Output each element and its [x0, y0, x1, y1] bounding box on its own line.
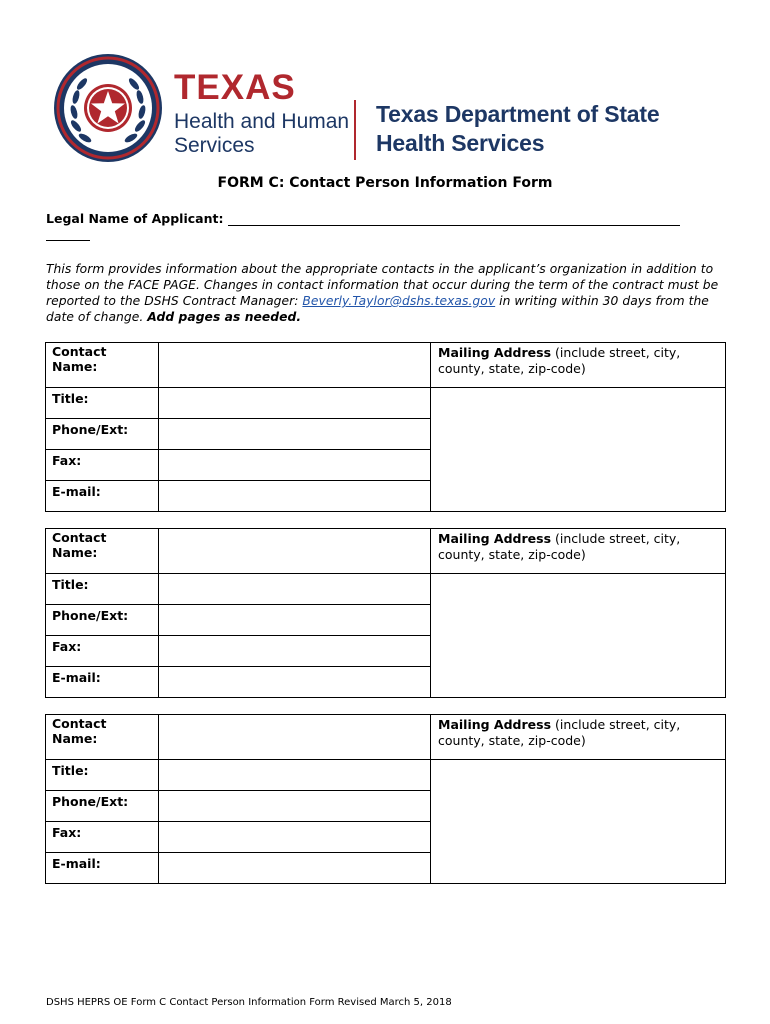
contact-name-label-line1: Contact: [52, 344, 107, 359]
fax-label: Fax:: [52, 825, 82, 840]
mailing-address-input[interactable]: [431, 574, 725, 697]
title-label: Title:: [52, 763, 89, 778]
fax-input[interactable]: [159, 450, 430, 480]
mailing-address-label-bold: Mailing Address: [438, 717, 552, 732]
contact-name-input[interactable]: [159, 343, 430, 387]
mailing-address-label-hint: (include street, city, county, state, zip-code): [438, 717, 681, 748]
contact-name-label-line1: Contact: [52, 716, 107, 731]
contact-name-label: [45, 342, 158, 387]
mailing-address-label: [431, 714, 725, 759]
contact-name-label: [45, 528, 158, 573]
contact-name-label-line2: Name:: [52, 731, 98, 746]
title-input[interactable]: [159, 388, 430, 418]
legal-name-field-continued[interactable]: [46, 240, 90, 241]
mailing-address-label-hint: (include street, city, county, state, zip-code): [438, 531, 681, 562]
form-title: FORM C: Contact Person Information Form: [217, 175, 553, 191]
contact-name-label-line1: Contact: [52, 530, 107, 545]
dshs-logo-line2: Health Services: [376, 130, 545, 156]
add-pages-note: Add pages as needed.: [147, 310, 302, 324]
title-label: Title:: [52, 391, 89, 406]
intro-paragraph: [46, 261, 736, 325]
legal-name-field[interactable]: [228, 225, 680, 226]
phone-ext-label: Phone/Ext:: [52, 794, 129, 809]
mailing-address-label-hint: (include street, city, county, state, zip-code): [438, 345, 681, 376]
email-label: E-mail:: [52, 856, 101, 871]
intro-text-2: in writing within 30 days from the date of change.: [46, 294, 709, 324]
intro-text-1: This form provides information about the appropriate contacts in the applicant’s organization in addition to those on the FACE PAGE. Changes in contact information that occur during the term of the contract must be reported to the DSHS Contract Manager:: [46, 262, 719, 308]
mailing-address-input[interactable]: [431, 760, 725, 883]
email-input[interactable]: [159, 481, 430, 511]
hhs-logo-line1: Health and Human: [174, 110, 350, 133]
phone-ext-label: Phone/Ext:: [52, 422, 129, 437]
mailing-address-label: [431, 342, 725, 387]
fax-label: Fax:: [52, 453, 82, 468]
title-label: Title:: [52, 577, 89, 592]
contact-name-input[interactable]: [159, 715, 430, 759]
legal-name-label: Legal Name of Applicant:: [46, 211, 224, 226]
phone-ext-label: Phone/Ext:: [52, 608, 129, 623]
phone-ext-input[interactable]: [159, 419, 430, 449]
contact-name-label-line2: Name:: [52, 545, 98, 560]
contact-name-label-line2: Name:: [52, 359, 98, 374]
mailing-address-label-bold: Mailing Address: [438, 345, 552, 360]
mailing-address-label-bold: Mailing Address: [438, 531, 552, 546]
logo-divider: [354, 100, 356, 160]
email-input[interactable]: [159, 667, 430, 697]
texas-hhs-seal-icon: [52, 52, 164, 164]
hhs-logo-line2: Services: [174, 134, 255, 157]
contract-manager-email-link[interactable]: Beverly.Taylor@dshs.texas.gov: [302, 294, 496, 308]
mailing-address-input[interactable]: [431, 388, 725, 511]
title-input[interactable]: [159, 760, 430, 790]
phone-ext-input[interactable]: [159, 791, 430, 821]
dshs-logo-line1: Texas Department of State: [376, 101, 660, 127]
email-input[interactable]: [159, 853, 430, 883]
email-label: E-mail:: [52, 670, 101, 685]
fax-label: Fax:: [52, 639, 82, 654]
hhs-logo-texas-word: TEXAS: [174, 68, 296, 107]
footer-revision-note: DSHS HEPRS OE Form C Contact Person Information Form Revised March 5, 2018: [46, 997, 452, 1008]
phone-ext-input[interactable]: [159, 605, 430, 635]
contact-name-input[interactable]: [159, 529, 430, 573]
contact-name-label: [45, 714, 158, 759]
mailing-address-label: [431, 528, 725, 573]
logo: [52, 48, 692, 168]
legal-name-label-text: Legal Name of Applicant: [46, 211, 219, 226]
email-label: E-mail:: [52, 484, 101, 499]
fax-input[interactable]: [159, 636, 430, 666]
title-input[interactable]: [159, 574, 430, 604]
fax-input[interactable]: [159, 822, 430, 852]
